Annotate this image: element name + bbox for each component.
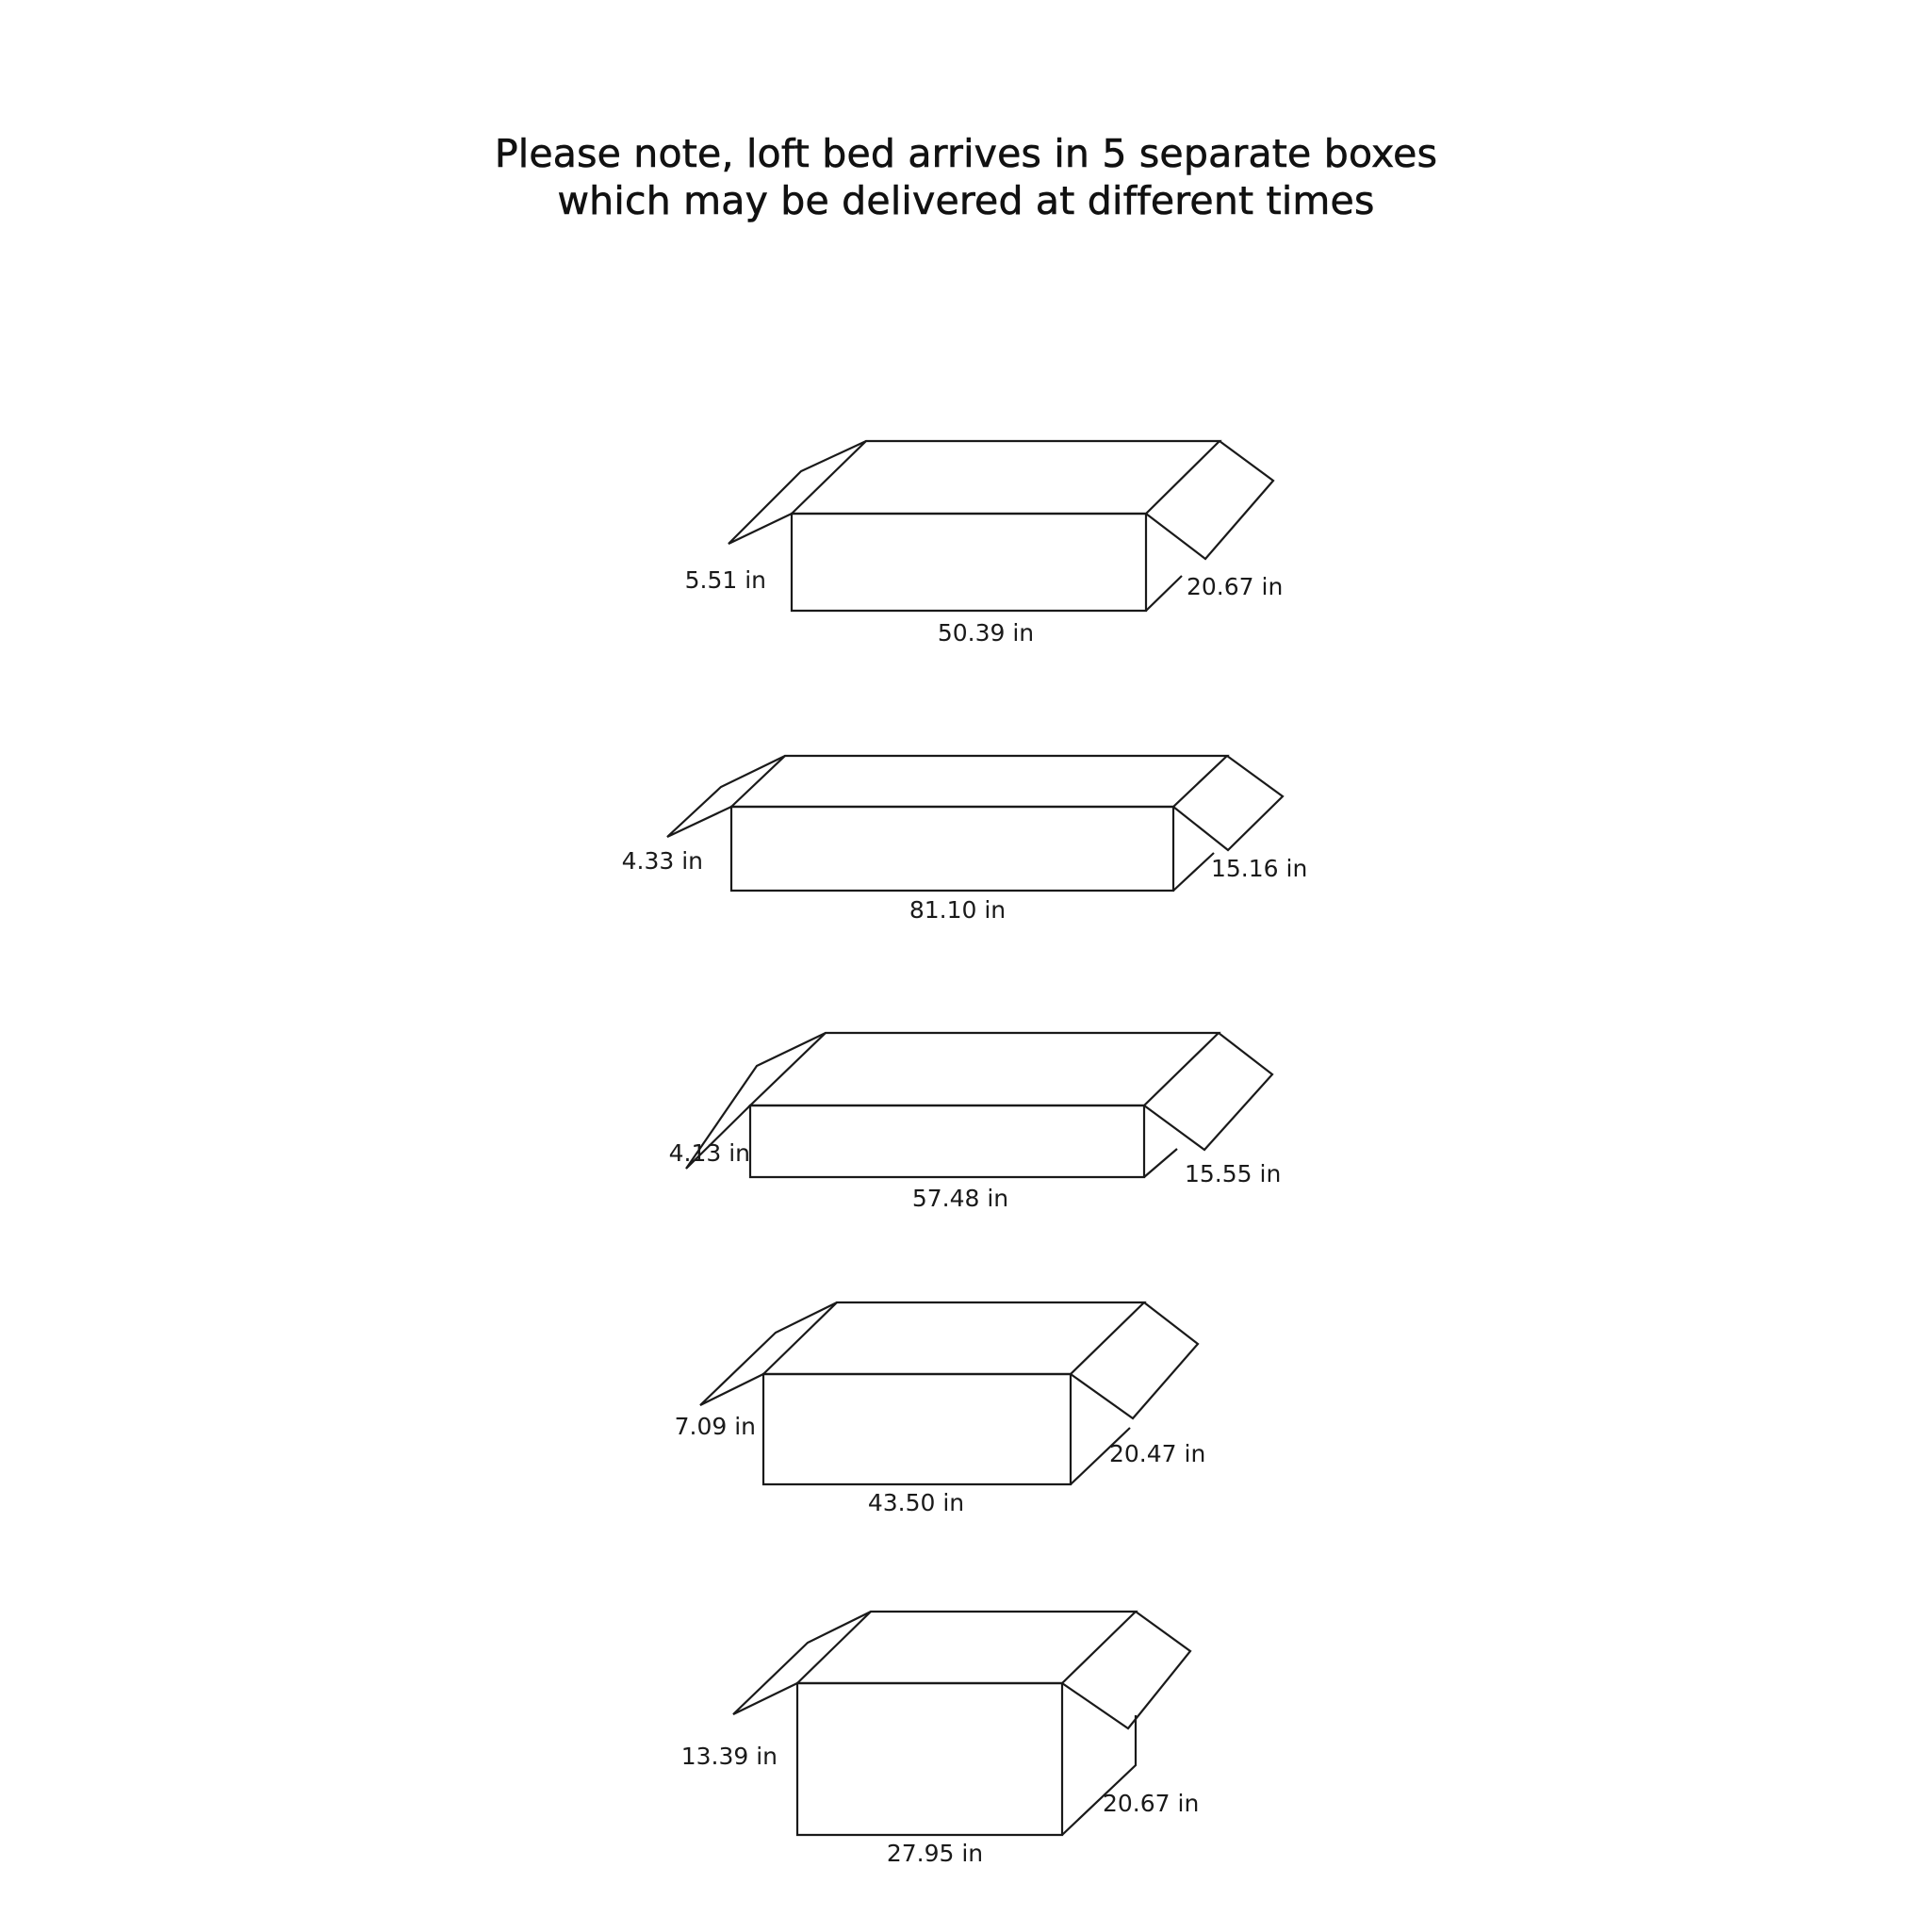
notice-line-2: which may be delivered at different times <box>557 178 1375 223</box>
box-3-top-face <box>750 1033 1219 1105</box>
box-1-side-edge <box>1146 576 1182 611</box>
box-5-left-flap <box>733 1612 871 1714</box>
box-2-length-label: 81.10 in <box>909 896 1007 924</box>
box-1-left-flap <box>729 441 866 544</box>
box-5-right-flap <box>1062 1612 1190 1728</box>
box-5-front-face <box>797 1683 1062 1835</box>
box-3-side-edge <box>1144 1149 1177 1177</box>
box-3-length-label: 57.48 in <box>911 1185 1009 1212</box>
box-3-depth-label: 15.55 in <box>1185 1160 1282 1187</box>
box-2 <box>622 756 1308 924</box>
box-1 <box>685 441 1284 647</box>
box-4-height-label: 7.09 in <box>674 1413 756 1440</box>
box-4-left-flap <box>700 1302 837 1405</box>
box-3-right-flap <box>1144 1033 1272 1150</box>
box-5-height-label: 13.39 in <box>680 1743 778 1770</box>
box-4 <box>675 1302 1206 1516</box>
box-2-top-face <box>731 756 1227 807</box>
box-5-depth-label: 20.67 in <box>1103 1790 1200 1817</box>
box-4-front-face <box>763 1374 1071 1484</box>
box-2-front-face <box>731 807 1173 891</box>
box-1-depth-label: 20.67 in <box>1187 573 1284 600</box>
box-1-height-label: 5.51 in <box>684 566 766 594</box>
box-2-left-flap <box>667 756 785 837</box>
box-1-front-face <box>792 514 1146 611</box>
box-4-depth-label: 20.47 in <box>1109 1440 1206 1467</box>
box-5-length-label: 27.95 in <box>886 1840 984 1867</box>
box-4-top-face <box>763 1302 1144 1374</box>
box-2-depth-label: 15.16 in <box>1211 855 1308 882</box>
box-3-front-face <box>750 1105 1144 1177</box>
box-2-right-flap <box>1173 756 1283 850</box>
box-1-top-face <box>792 441 1220 514</box>
box-3-height-label: 4.13 in <box>668 1139 750 1167</box>
box-3 <box>669 1033 1282 1212</box>
box-2-side-edge <box>1173 853 1214 891</box>
box-2-height-label: 4.33 in <box>621 847 703 875</box>
box-4-right-flap <box>1071 1302 1198 1418</box>
notice-line-1: Please note, loft bed arrives in 5 separate boxes <box>494 131 1438 176</box>
box-1-right-flap <box>1146 441 1273 559</box>
box-5 <box>681 1612 1200 1867</box>
box-4-length-label: 43.50 in <box>867 1489 965 1516</box>
box-1-length-label: 50.39 in <box>937 619 1035 647</box>
